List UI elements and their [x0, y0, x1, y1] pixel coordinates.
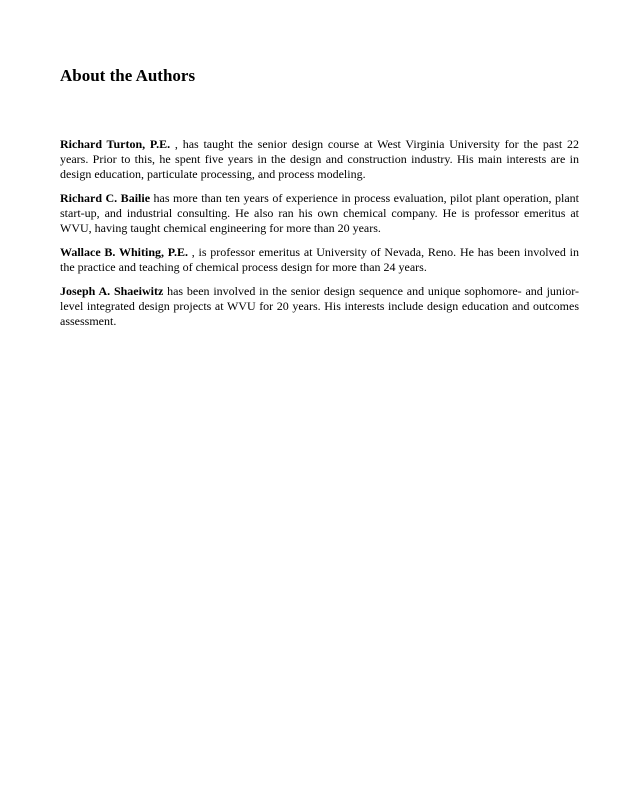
author-description: has been involved in the senior design sequence and unique sophomore- and junior-level integrated design projects at WVU for 20 years. His interests include design education and outcomes assessment.: [60, 284, 579, 328]
section-title: About the Authors: [60, 66, 196, 85]
author-name: Joseph A. Shaeiwitz: [60, 284, 164, 298]
author-bio-whiting: [60, 245, 579, 275]
author-name: Richard Turton, P.E.: [60, 137, 171, 151]
author-description: , is professor emeritus at University of Nevada, Reno. He has been involved in the practice and teaching of chemical process design for more than 24 years.: [60, 245, 579, 274]
author-name: Wallace B. Whiting, P.E.: [60, 245, 188, 259]
author-description: , has taught the senior design course at West Virginia University for the past 22 years. Prior to this, he spent five years in the design and construction industry. His main interests are in design education, particulate processing, and process modeling.: [60, 137, 579, 181]
author-bio-turton: [60, 137, 579, 182]
author-name: Richard C. Bailie: [60, 191, 151, 205]
author-description: has more than ten years of experience in process evaluation, pilot plant operation, plant start-up, and industrial consulting. He also ran his own chemical company. He is professor emeritus at WVU, having taught chemical engineering for more than 20 years.: [60, 191, 579, 235]
author-bio-bailie: [60, 191, 579, 236]
author-bio-shaeiwitz: [60, 284, 579, 329]
author-bios: [60, 137, 579, 338]
